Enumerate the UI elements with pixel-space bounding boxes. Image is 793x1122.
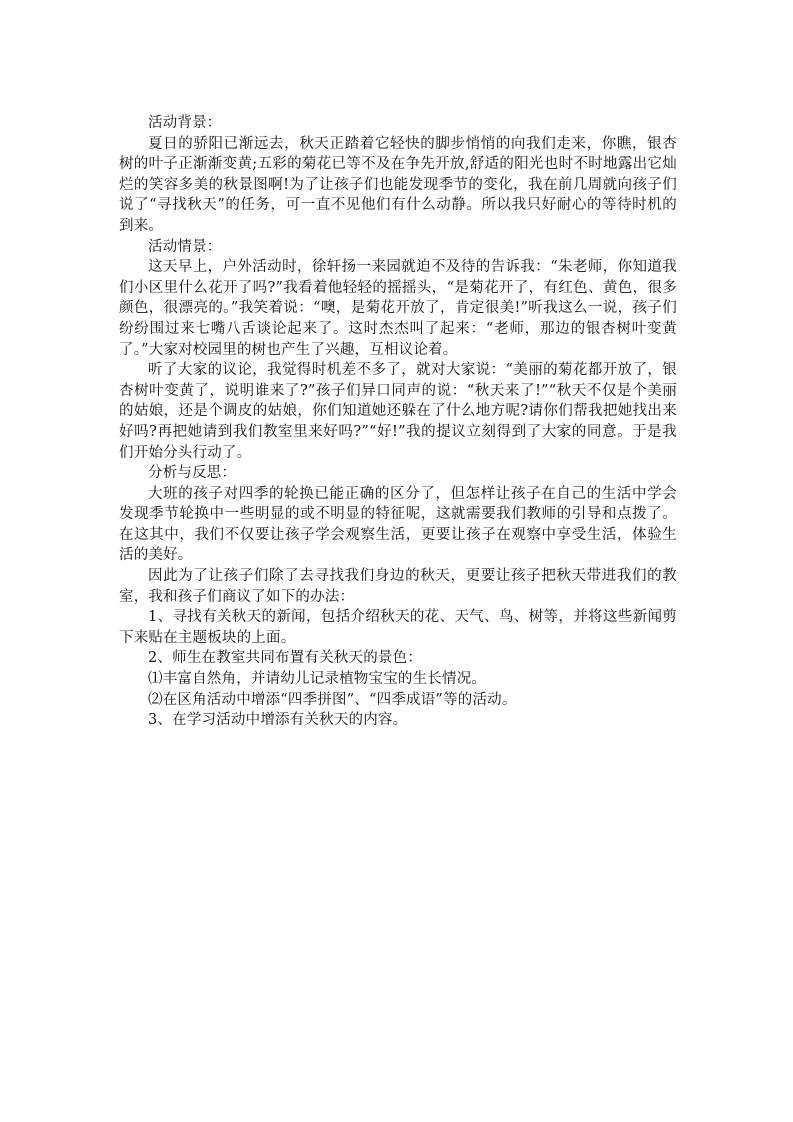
paragraph-analysis-2: 因此为了让孩子们除了去寻找我们身边的秋天，更要让孩子把秋天带进我们的教室，我和孩子们商议了如下的办法： [119, 568, 677, 605]
sub-item-2: ⑵在区角活动中增添“四季拼图”、“四季成语”等的活动。 [148, 691, 517, 708]
document-body [119, 113, 677, 731]
heading-analysis: 分析与反思： [148, 465, 237, 482]
list-item-1: 1、寻找有关秋天的新闻，包括介绍秋天的花、天气、鸟、树等，并将这些新闻剪下来贴在主题板块的上面。 [119, 609, 677, 646]
heading-background: 活动背景： [148, 115, 222, 131]
sub-item-1: ⑴丰富自然角，并请幼儿记录植物宝宝的生长情况。 [148, 671, 487, 688]
paragraph-scenario-1: 这天早上，户外活动时，徐轩扬一来园就迫不及待的告诉我：“朱老师，你知道我们小区里什么花开了吗?”我看着他轻轻的摇摇头，“是菊花开了，有红色、黄色，很多颜色，很漂亮的。”我笑着说：“噢，是菊花开放了，肯定很美!”听我这么一说，孩子们纷纷围过来七嘴八舌谈论起来了。这时杰杰叫了起来：“老师，那边的银杏树叶变黄了。”大家对校园里的树也产生了兴趣，互相议论着。 [119, 259, 677, 358]
paragraph-scenario-2: 听了大家的议论，我觉得时机差不多了，就对大家说：“美丽的菊花都开放了，银杏树叶变黄了，说明谁来了?”孩子们异口同声的说：“秋天来了!”“秋天不仅是个美丽的姑娘，还是个调皮的姑娘，你们知道她还躲在了什么地方呢?请你们帮我把她找出来好吗?再把她请到我们教室里来好吗?”“好!”我的提议立刻得到了大家的同意。于是我们开始分头行动了。 [119, 362, 677, 461]
heading-scenario: 活动情景： [148, 238, 222, 255]
list-item-3: 3、在学习活动中增添有关秋天的内容。 [148, 712, 408, 729]
list-item-2: 2、师生在教室共同布置有关秋天的景色： [148, 650, 423, 667]
paragraph-background-text: 夏日的骄阳已渐远去，秋天正踏着它轻快的脚步悄悄的向我们走来，你瞧，银杏树的叶子正渐渐变黄;五彩的菊花已等不及在争先开放,舒适的阳光也时不时地露出它灿烂的笑容多美的秋景图啊!为了让孩子们也能发现季节的变化，我在前几周就向孩子们说了“寻找秋天”的任务，可一直不见他们有什么动静。所以我只好耐心的等待时机的到来。 [119, 135, 677, 234]
paragraph-analysis-1: 大班的孩子对四季的轮换已能正确的区分了，但怎样让孩子在自己的生活中学会发现季节轮换中一些明显的或不明显的特征呢，这就需要我们教师的引导和点拨了。在这其中，我们不仅要让孩子学会观察生活，更要让孩子在观察中享受生活，体验生活的美好。 [119, 485, 677, 564]
